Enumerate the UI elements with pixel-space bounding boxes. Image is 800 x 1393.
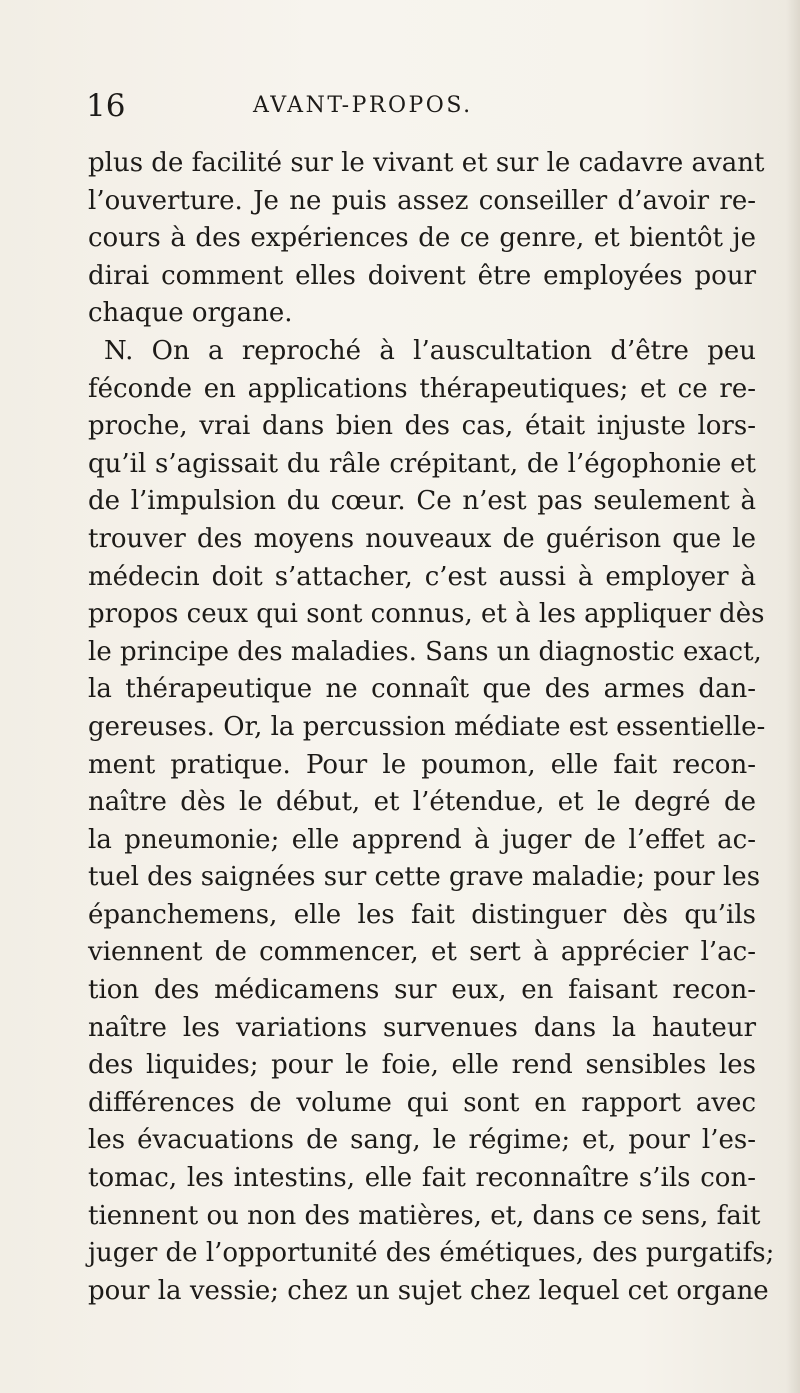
text-line: tiennent ou non des matières, et, dans ce sens, fait [88, 1200, 761, 1231]
text-line: épanchemens, elle les fait distinguer dès qu’ils [88, 899, 756, 930]
text-line: plus de facilité sur le vivant et sur le cadavre avant [88, 148, 765, 178]
text-line: naître dès le début, et l’étendue, et le degré de [88, 787, 756, 818]
text-line: naître les variations survenues dans la hauteur [88, 1012, 756, 1043]
text-line: cours à des expériences de ce genre, et bientôt je [88, 223, 756, 254]
text-line: N. On a reproché à l’auscultation d’être peu [104, 335, 756, 366]
text-line: tion des médicamens sur eux, en faisant recon- [88, 975, 756, 1006]
page-edge-shadow [786, 0, 800, 1393]
text-line: viennent de commencer, et sert à apprécier l’ac- [88, 937, 756, 968]
text-line: le principe des maladies. Sans un diagnostic exact, [88, 636, 762, 667]
text-line: tuel des saignées sur cette grave maladie; pour les [88, 862, 761, 893]
text-line: ment pratique. Pour le poumon, elle fait recon- [88, 749, 756, 780]
text-line: des liquides; pour le foie, elle rend sensibles les [88, 1050, 756, 1081]
text-line: proche, vrai dans bien des cas, était injuste lors- [88, 411, 756, 442]
text-line: la pneumonie; elle apprend à juger de l’effet ac- [88, 824, 756, 855]
text-line: de l’impulsion du cœur. Ce n’est pas seulement à [88, 486, 756, 517]
text-line: la thérapeutique ne connaît que des armes dan- [88, 674, 756, 705]
page-number: 16 [86, 88, 126, 124]
text-line: trouver des moyens nouveaux de guérison que le [88, 523, 756, 554]
body-text [88, 145, 775, 1310]
text-line: propos ceux qui sont connus, et à les appliquer dès [88, 599, 765, 630]
running-head: AVANT-PROPOS. [253, 93, 473, 118]
text-line: juger de l’opportunité des émétiques, des purgatifs; [88, 1238, 775, 1269]
text-line: médecin doit s’attacher, c’est aussi à employer à [88, 561, 756, 592]
text-line: chaque organe. [88, 298, 293, 329]
text-line: l’ouverture. Je ne puis assez conseiller d’avoir re- [88, 185, 756, 216]
page-header [0, 86, 800, 126]
text-line: qu’il s’agissait du râle crépitant, de l’égophonie et [88, 448, 756, 479]
text-line: pour la vessie; chez un sujet chez lequel cet organe [88, 1275, 769, 1306]
text-line: tomac, les intestins, elle fait reconnaître s’ils con- [88, 1163, 756, 1194]
text-line: dirai comment elles doivent être employées pour [88, 260, 756, 291]
text-line: féconde en applications thérapeutiques; et ce re- [88, 373, 756, 404]
text-line: les évacuations de sang, le régime; et, pour l’es- [88, 1125, 756, 1156]
text-line: gereuses. Or, la percussion médiate est essentielle- [88, 711, 766, 742]
text-line: différences de volume qui sont en rapport avec [88, 1087, 756, 1118]
